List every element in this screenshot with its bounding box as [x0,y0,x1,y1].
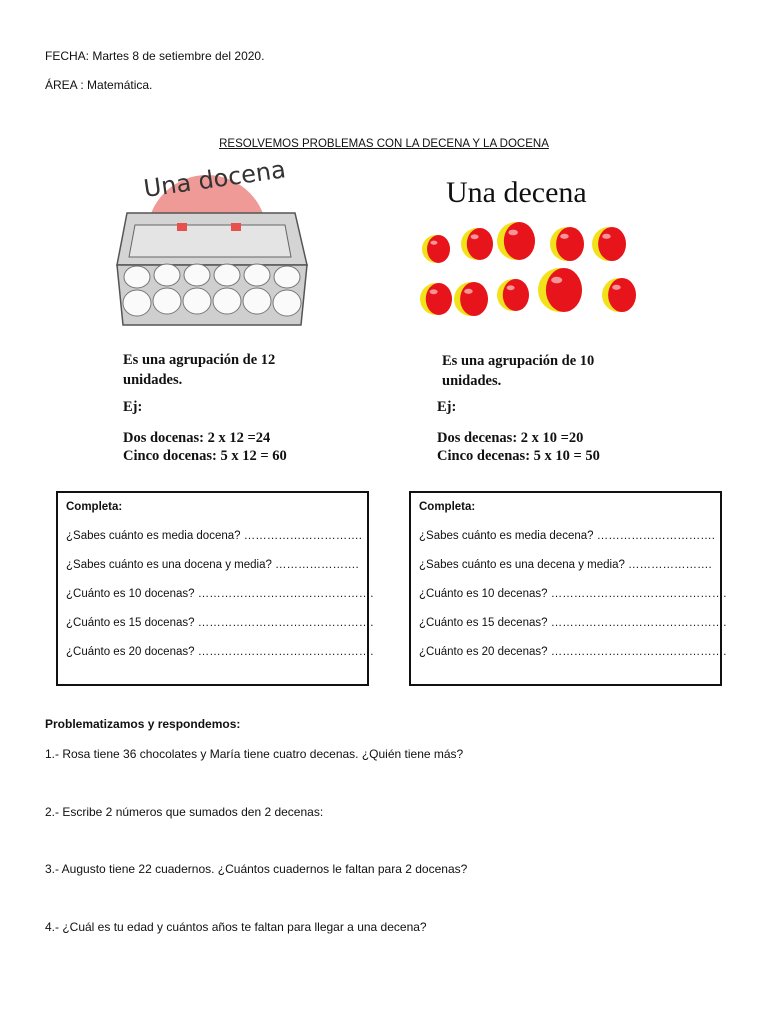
completa-decena-item: ¿Sabes cuánto es una decena y media? …………………. [419,559,712,571]
decena-heading: Una decena [446,176,587,209]
ball-icon [454,282,488,316]
ball-icon [550,227,584,261]
docena-example-2: Cinco docenas: 5 x 12 = 60 [123,448,287,464]
problem-item: 3.- Augusto tiene 22 cuadernos. ¿Cuántos cuadernos le faltan para 2 docenas? [45,862,468,876]
ball-icon [592,227,626,261]
completa-decena-item: ¿Cuánto es 15 decenas? ………………………………………. [419,617,727,629]
docena-definition-2: unidades. [123,372,183,388]
una-docena-caption: Una docena [141,155,288,203]
completa-docena-item: ¿Sabes cuánto es una docena y media? …………………. [66,559,359,571]
ball-icon [461,228,493,260]
area-line: ÁREA : Matemática. [45,78,153,92]
ball-icon [422,235,450,263]
completa-decena-heading: Completa: [419,501,476,513]
completa-decena-item: ¿Cuánto es 20 decenas? ………………………………………. [419,646,727,658]
docena-example-1: Dos docenas: 2 x 12 =24 [123,430,271,446]
completa-decena-box [409,491,727,686]
egg-carton-illustration [95,155,320,340]
problems-heading: Problematizamos y respondemos: [45,717,241,731]
docena-definition-1: Es una agrupación de 12 [123,352,276,368]
completa-docena-box [56,491,374,686]
ball-icon [602,278,636,312]
decena-example-1: Dos decenas: 2 x 10 =20 [437,430,584,446]
problem-item: 4.- ¿Cuál es tu edad y cuántos años te faltan para llegar a una decena? [45,920,427,934]
ball-icon [538,268,582,312]
ball-icon [420,283,452,315]
completa-decena-item: ¿Cuánto es 10 decenas? ………………………………………. [419,588,727,600]
page-title [0,137,768,152]
page-title-text: RESOLVEMOS PROBLEMAS CON LA DECENA Y LA DOCENA [219,138,549,150]
decena-definition-1: Es una agrupación de 10 [442,353,595,369]
balls-illustration [412,210,647,320]
problem-item: 1.- Rosa tiene 36 chocolates y María tiene cuatro decenas. ¿Quién tiene más? [45,747,464,761]
completa-docena-item: ¿Cuánto es 10 docenas? ………………………………………. [66,588,374,600]
completa-docena-item: ¿Cuánto es 15 docenas? ………………………………………. [66,617,374,629]
problem-item: 2.- Escribe 2 números que sumados den 2 decenas: [45,805,324,819]
completa-docena-heading: Completa: [66,501,123,513]
completa-docena-item: ¿Sabes cuánto es media docena? …………………………. [66,530,362,542]
completa-decena-item: ¿Sabes cuánto es media decena? …………………………. [419,530,715,542]
completa-docena-item: ¿Cuánto es 20 docenas? ………………………………………. [66,646,374,658]
decena-ej: Ej: [437,399,457,415]
docena-ej: Ej: [123,399,143,415]
date-line: FECHA: Martes 8 de setiembre del 2020. [45,49,265,63]
decena-definition-2: unidades. [442,373,502,389]
ball-icon [497,279,529,311]
decena-example-2: Cinco decenas: 5 x 10 = 50 [437,448,600,464]
ball-icon [497,222,535,260]
